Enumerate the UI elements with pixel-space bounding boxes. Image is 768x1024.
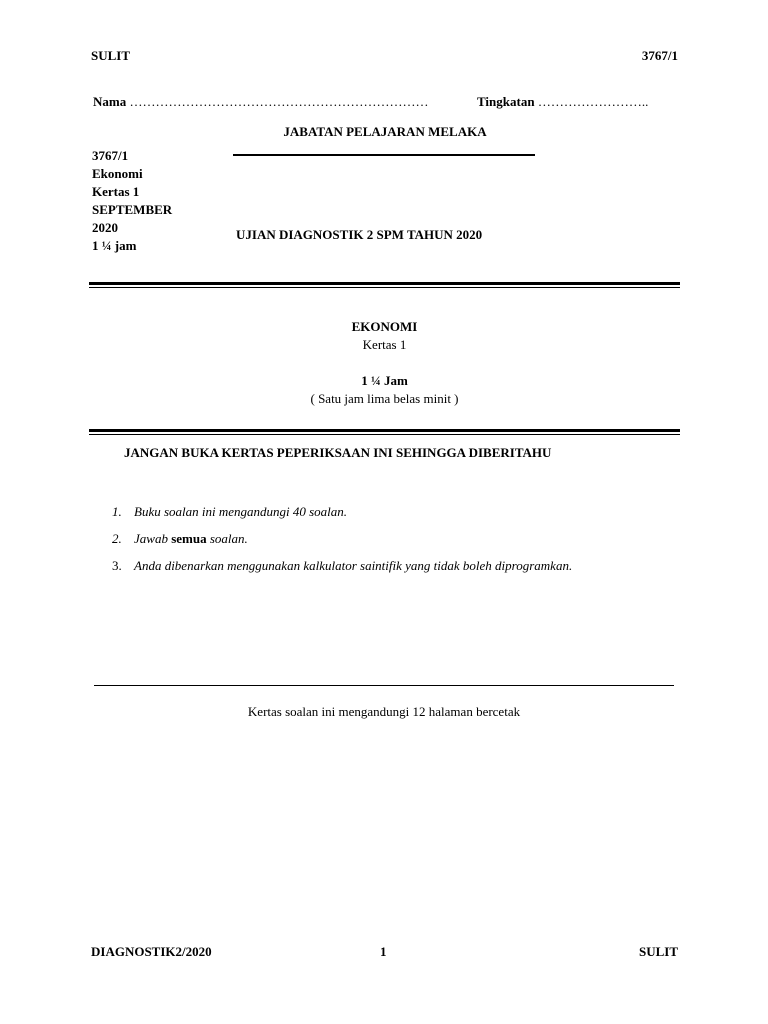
footer-page-number: 1 <box>380 944 387 959</box>
instruction-item <box>112 558 572 585</box>
class-dots: …………………….. <box>537 94 649 109</box>
instruction-item <box>112 504 572 531</box>
instruction-text-after: soalan. <box>206 531 248 546</box>
instruction-number: 2. <box>112 531 122 546</box>
paper-info-duration: 1 ¼ jam <box>92 238 137 253</box>
paper-info-code: 3767/1 <box>92 148 129 163</box>
subject-block <box>89 318 680 408</box>
subject-duration: 1 ¼ Jam <box>361 373 408 388</box>
department-title: JABATAN PELAJARAN MELAKA <box>283 124 487 139</box>
header-sulit: SULIT <box>91 48 131 63</box>
footer-sulit: SULIT <box>638 944 678 959</box>
footer-divider <box>94 685 674 686</box>
department-underline <box>233 154 535 156</box>
name-field <box>93 94 428 110</box>
instruction-number: 1. <box>112 504 122 519</box>
paper-info-year: 2020 <box>92 220 118 235</box>
page-count-note: Kertas soalan ini mengandungi 12 halaman bercetak <box>247 704 521 719</box>
instruction-text: Anda dibenarkan menggunakan kalkulator saintifik yang tidak boleh diprogramkan. <box>134 558 573 573</box>
instruction-text-before: Jawab <box>134 531 172 546</box>
instruction-number: 3. <box>112 558 122 573</box>
instruction-item <box>112 531 572 558</box>
subject-name: EKONOMI <box>351 319 418 334</box>
class-label: Tingkatan <box>477 94 535 109</box>
instruction-text: Buku soalan ini mengandungi 40 soalan. <box>134 504 348 519</box>
paper-info-month: SEPTEMBER <box>92 202 173 217</box>
name-label: Nama <box>93 94 127 109</box>
instruction-emphasis: semua <box>171 531 207 546</box>
name-dots: …………………………………………………………… <box>129 94 429 109</box>
section-divider-top <box>89 282 680 288</box>
paper-info-subject: Ekonomi <box>92 166 143 181</box>
instructions-list <box>112 504 572 585</box>
subject-duration-words: ( Satu jam lima belas minit ) <box>310 391 459 406</box>
warning-text: JANGAN BUKA KERTAS PEPERIKSAAN INI SEHINGGA DIBERITAHU <box>124 445 552 460</box>
header-paper-code: 3767/1 <box>641 48 678 63</box>
class-field <box>477 94 648 110</box>
subject-paper: Kertas 1 <box>362 337 407 352</box>
exam-title: UJIAN DIAGNOSTIK 2 SPM TAHUN 2020 <box>236 227 483 242</box>
section-divider-bottom <box>89 429 680 435</box>
paper-info-block <box>92 147 172 255</box>
footer-exam-code: DIAGNOSTIK2/2020 <box>91 944 212 959</box>
paper-info-paper: Kertas 1 <box>92 184 140 199</box>
